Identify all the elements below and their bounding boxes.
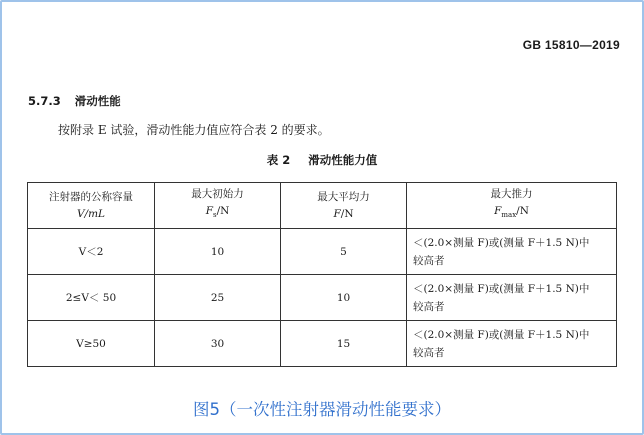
cell-max-push-force: ＜(2.0×测量 F)或(测量 F＋1.5 N)中 较高者 (407, 229, 617, 275)
standard-number: GB 15810—2019 (522, 38, 620, 52)
cell-capacity: 2≤V＜ 50 (28, 275, 155, 321)
table-header-row (28, 183, 617, 229)
table-label: 表 2 (266, 153, 291, 167)
sliding-performance-table (27, 182, 617, 367)
cell-average-force: 15 (281, 321, 407, 367)
header-capacity: 注射器的公称容量 V/mL (28, 183, 155, 229)
table-row (28, 275, 617, 321)
cell-initial-force: 10 (155, 229, 281, 275)
cell-initial-force: 30 (155, 321, 281, 367)
cell-capacity: V≥50 (28, 321, 155, 367)
table-title (0, 152, 644, 168)
table-row (28, 229, 617, 275)
cell-max-push-force: ＜(2.0×测量 F)或(测量 F＋1.5 N)中 较高者 (407, 275, 617, 321)
table-title-text: 滑动性能力值 (308, 153, 378, 167)
cell-initial-force: 25 (155, 275, 281, 321)
cell-capacity: V＜2 (28, 229, 155, 275)
table-row (28, 321, 617, 367)
header-average-force: 最大平均力 F/N (281, 183, 407, 229)
header-initial-force: 最大初始力 $F_s/N$ (155, 183, 281, 229)
body-paragraph: 按附录 E 试验，滑动性能力值应符合表 2 的要求。 (58, 123, 330, 137)
cell-max-push-force: ＜(2.0×测量 F)或(测量 F＋1.5 N)中 较高者 (407, 321, 617, 367)
section-title: 滑动性能 (74, 94, 121, 108)
section-heading (28, 93, 121, 109)
section-number: 5.7.3 (28, 94, 61, 108)
cell-average-force: 5 (281, 229, 407, 275)
figure-caption: 图5（一次性注射器滑动性能要求） (193, 400, 451, 419)
cell-average-force: 10 (281, 275, 407, 321)
header-max-push-force: 最大推力 $F_{max}/N$ (407, 183, 617, 229)
